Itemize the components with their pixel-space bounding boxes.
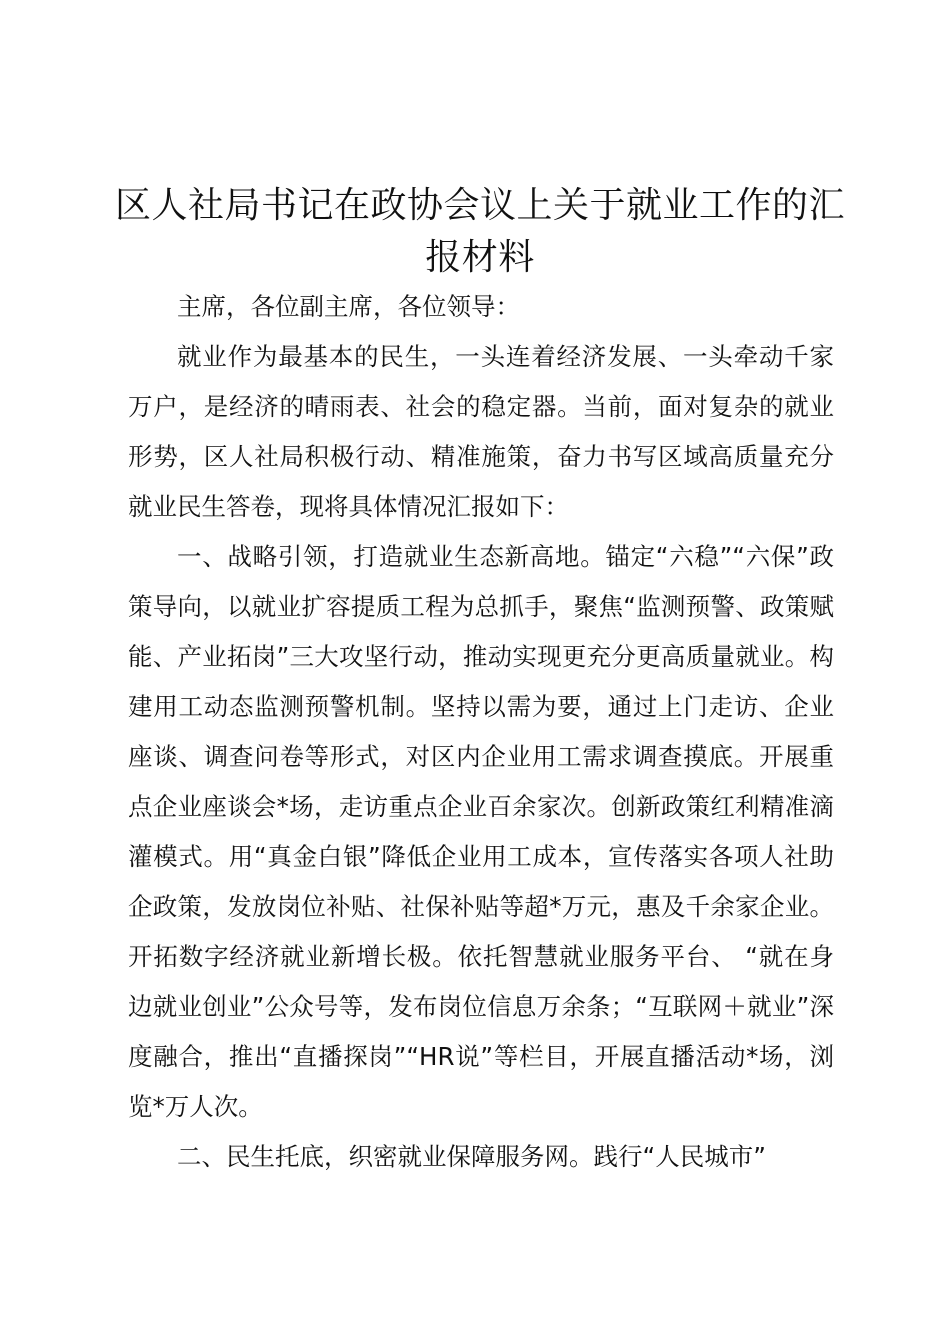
section-one-paragraph: 一、战略引领，打造就业生态新高地。锚定“六稳”“六保”政策导向，以就业扩容提质工程为总抓手，聚焦“监测预警、政策赋能、产业拓岗”三大攻坚行动，推动实现更充分更高质量就业。构建用工动态监测预警机制。坚持以需为要，通过上门走访、企业座谈、调查问卷等形式，对区内企业用工需求调查摸底。开展重点企业座谈会*场，走访重点企业百余家次。创新政策红利精准滴灌模式。用“真金白银”降低企业用工成本，宣传落实各项人社助企政策，发放岗位补贴、社保补贴等超*万元，惠及千余家企业。开拓数字经济就业新增长极。依托智慧就业服务平台、 “就在身边就业创业”公众号等，发布岗位信息万余条；“互联网＋就业”深度融合，推出“直播探岗”“HR说”等栏目，开展直播活动*场，浏览*万人次。: [128, 542, 834, 1121]
intro-paragraph: 就业作为最基本的民生，一头连着经济发展、一头牵动千家万户，是经济的晴雨表、社会的稳定器。当前，面对复杂的就业形势，区人社局积极行动、精准施策，奋力书写区域高质量充分就业民生答卷，现将具体情况汇报如下：: [128, 342, 834, 521]
document-body: [128, 282, 834, 1182]
section-two-paragraph: 二、民生托底，织密就业保障服务网。践行“人民城市”: [177, 1142, 766, 1171]
salutation-paragraph: 主席，各位副主席，各位领导：: [177, 292, 520, 321]
document-title: 区人社局书记在政协会议上关于就业工作的汇报材料: [114, 185, 845, 278]
